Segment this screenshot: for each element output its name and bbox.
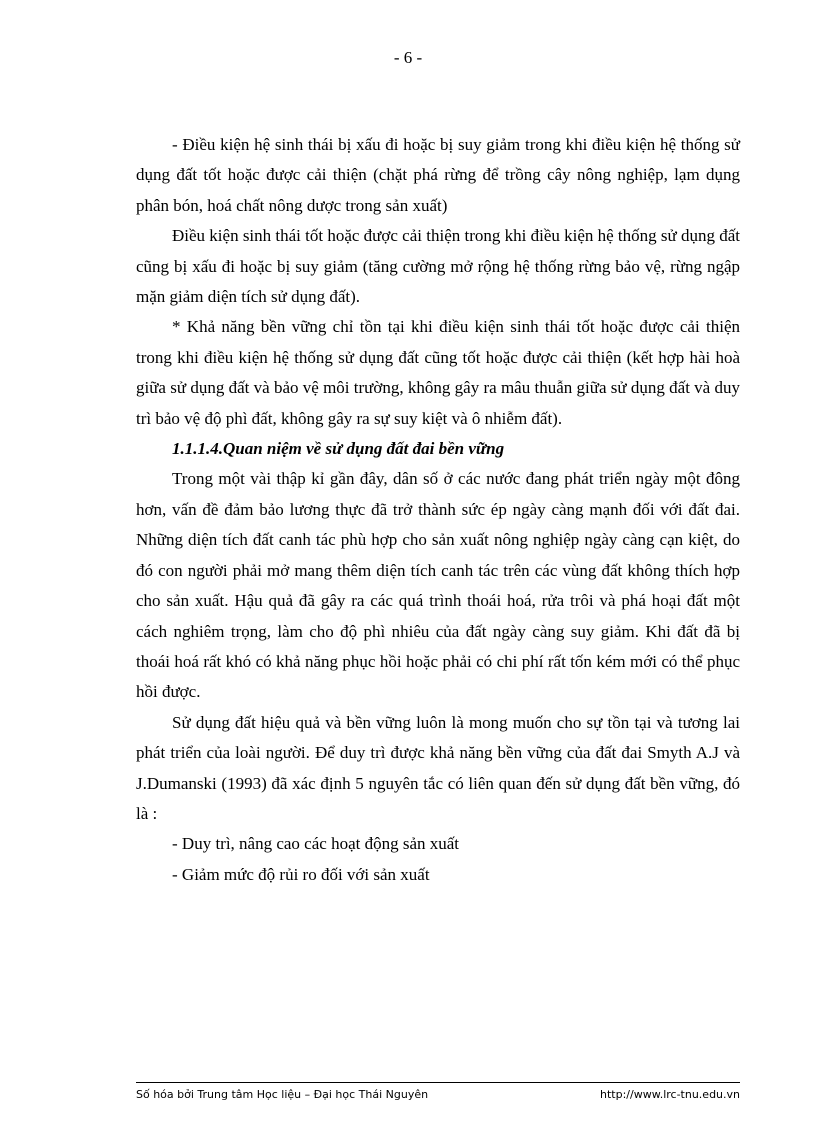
footer-source: Số hóa bởi Trung tâm Học liệu – Đại học Thái Nguyên	[136, 1088, 429, 1101]
page-number: - 6 -	[393, 48, 423, 67]
section-heading: 1.1.1.4.Quan niệm về sử dụng đất đai bền vững	[172, 439, 505, 459]
footer-divider	[136, 1082, 740, 1083]
list-item-principle-1: - Duy trì, nâng cao các hoạt động sản xuất	[172, 834, 460, 854]
paragraph-population-pressure: Trong một vài thập kỉ gần đây, dân số ở các nước đang phát triển ngày một đông hơn, vấn đề đảm bảo lương thực đã trở thành sức ép ngày càng mạnh đối với đất đai. Những diện tích đất canh tác phù hợp cho sản xuất nông nghiệp ngày càng cạn kiệt, do đó con người phải mở mang thêm diện tích canh tác trên các vùng đất không thích hợp cho sản xuất. Hậu quả đã gây ra các quá trình thoái hoá, rửa trôi và phá hoại đất một cách nghiêm trọng, làm cho độ phì nhiêu của đất ngày càng suy giảm. Khi đất đã bị thoái hoá rất khó có khả năng phục hồi hoặc phải có chi phí rất tốn kém mới có thể phục hồi được.	[136, 469, 740, 702]
list-item-principle-2: - Giảm mức độ rủi ro đối với sản xuất	[172, 864, 430, 884]
footer-url: http://www.lrc-tnu.edu.vn	[600, 1088, 740, 1101]
paragraph-smyth-dumanski: Sử dụng đất hiệu quả và bền vững luôn là mong muốn cho sự tồn tại và tương lai phát triển của loài người. Để duy trì được khả năng bền vững của đất đai Smyth A.J và J.Dumanski (1993) đã xác định 5 nguyên tắc có liên quan đến sử dụng đất bền vững, đó là :	[136, 712, 740, 823]
paragraph-ecosystem-degraded: - Điều kiện hệ sinh thái bị xấu đi hoặc bị suy giảm trong khi điều kiện hệ thống sử dụng đất tốt hoặc được cải thiện (chặt phá rừng để trồng cây nông nghiệp, lạm dụng phân bón, hoá chất nông dược trong sản xuất)	[136, 135, 740, 215]
body-text	[136, 130, 740, 890]
paragraph-sustainability-condition: * Khả năng bền vững chỉ tồn tại khi điều kiện sinh thái tốt hoặc được cải thiện trong khi điều kiện hệ thống sử dụng đất cũng tốt hoặc được cải thiện (kết hợp hài hoà giữa sử dụng đất và bảo vệ môi trường, không gây ra mâu thuẫn giữa sử dụng đất và duy trì bảo vệ độ phì đất, không gây ra sự suy kiệt và ô nhiễm đất).	[136, 317, 740, 428]
footer	[136, 1088, 740, 1101]
paragraph-ecosystem-improved: Điều kiện sinh thái tốt hoặc được cải thiện trong khi điều kiện hệ thống sử dụng đất cũng bị xấu đi hoặc bị suy giảm (tăng cường mở rộng hệ thống rừng bảo vệ, rừng ngập mặn giảm diện tích sử dụng đất).	[136, 226, 740, 307]
